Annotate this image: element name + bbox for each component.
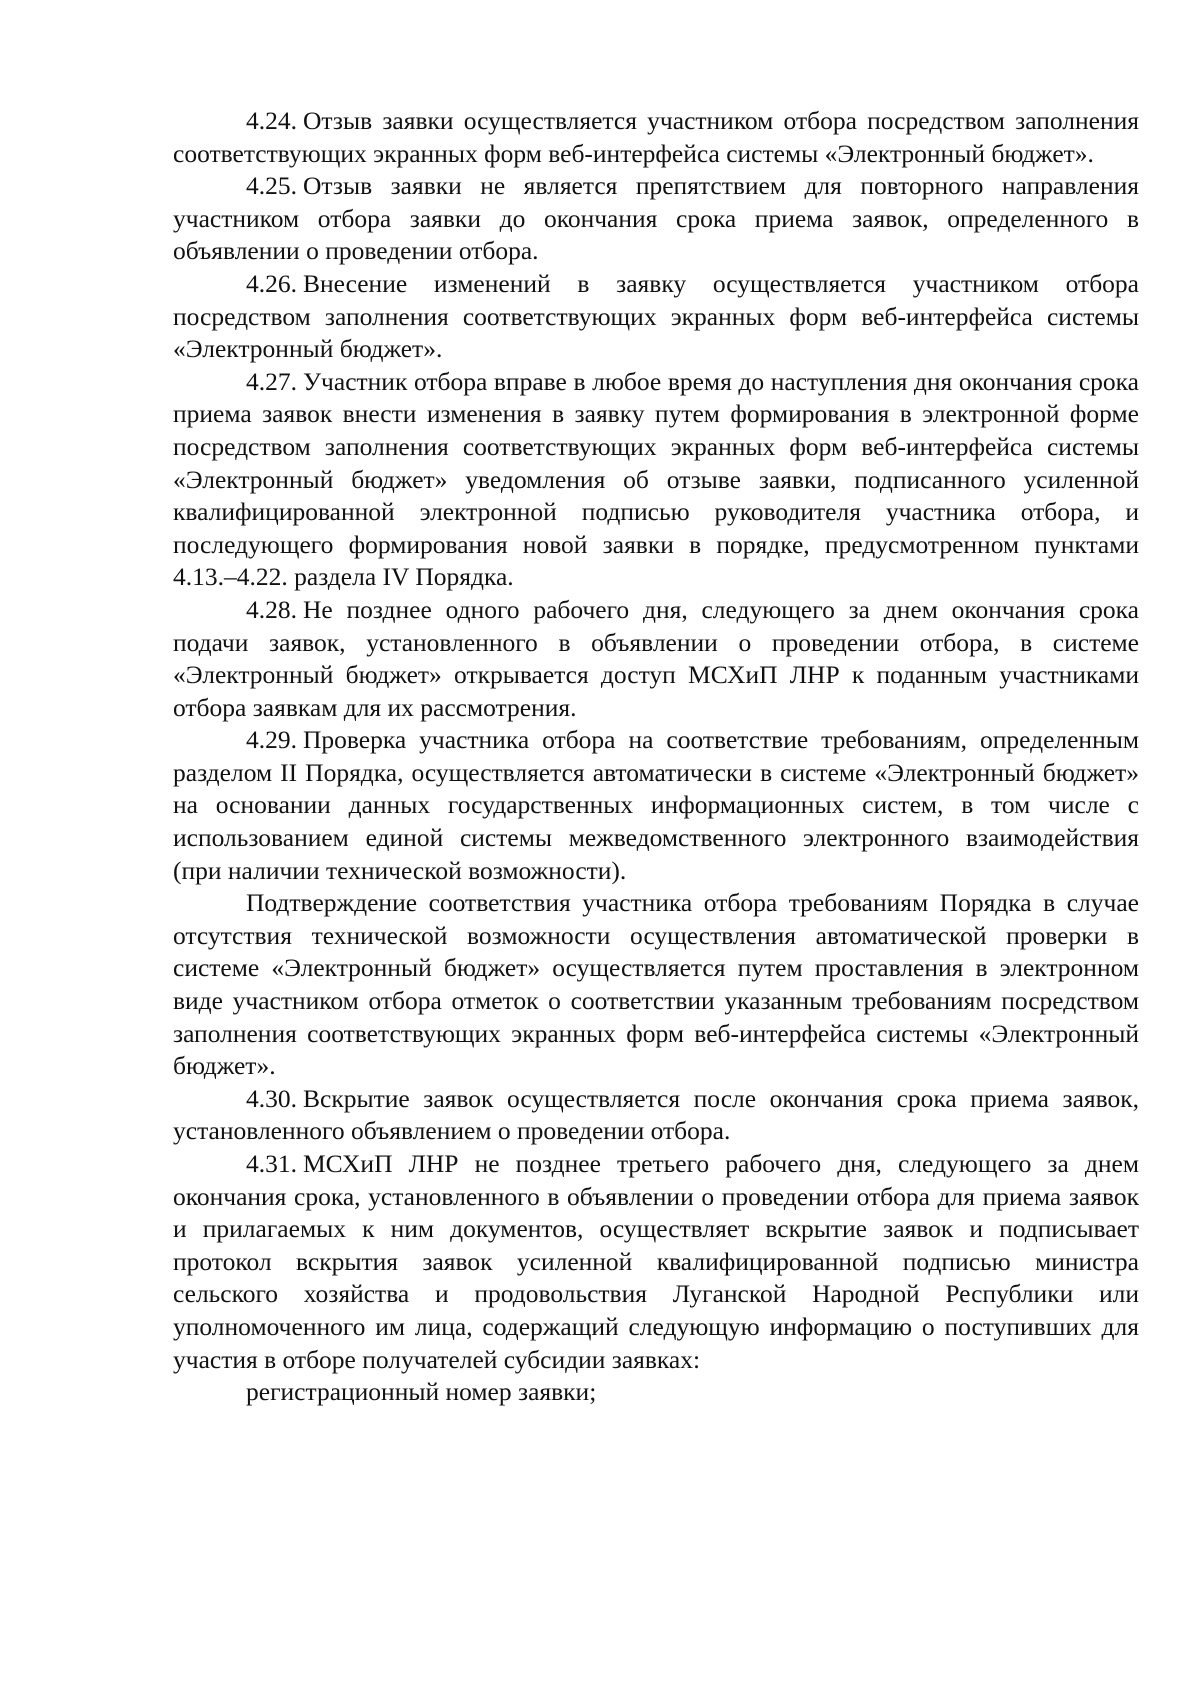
paragraph-4-25 [173, 170, 1139, 268]
paragraph-text: Не позднее одного рабочего дня, следующего за днем окончания срока подачи заявок, установленного в объявлении о проведении отбора, в системе «Электронный бюджет» открывается доступ МСХиП ЛНР к поданным участниками отбора заявкам для их рассмотрения. [173, 594, 1139, 722]
paragraph-text: Подтверждение соответствия участника отбора требованиям Порядка в случае отсутствия технической возможности осуществления автоматической проверки в системе «Электронный бюджет» осуществляется путем проставления в электронном виде участником отбора отметок о соответствии указанным требованиям посредством заполнения соответствующих экранных форм веб-интерфейса системы «Электронный бюджет». [173, 888, 1139, 1081]
paragraph-text: Внесение изменений в заявку осуществляется участником отбора посредством заполнения соответствующих экранных форм веб-интерфейса системы «Электронный бюджет». [173, 268, 1139, 364]
paragraph-4-30 [173, 1083, 1139, 1148]
paragraph-4-29-continued [173, 887, 1139, 1083]
paragraph-number: 4.28. [246, 594, 297, 624]
paragraph-number: 4.29. [246, 725, 297, 755]
paragraph-text: регистрационный номер заявки; [246, 1377, 597, 1407]
paragraph-number: 4.25. [246, 171, 297, 201]
paragraph-number: 4.27. [246, 366, 297, 396]
paragraph-text: Участник отбора вправе в любое время до наступления дня окончания срока приема заявок внести изменения в заявку путем формирования в электронной форме посредством заполнения соответствующих экранных форм веб-интерфейса системы «Электронный бюджет» уведомления об отзыве заявки, подписанного усиленной квалифицированной электронной подписью руководителя участника отбора, и последующего формирования новой заявки в порядке, предусмотренном пунктами 4.13.–4.22. раздела IV Порядка. [173, 366, 1139, 592]
paragraph-number: 4.30. [246, 1083, 297, 1113]
paragraph-text: Проверка участника отбора на соответствие требованиям, определенным разделом II Порядка, осуществляется автоматически в системе «Электронный бюджет» на основании данных государственных информационных систем, в том числе с использованием единой системы межведомственного электронного взаимодействия (при наличии технической возможности). [173, 725, 1139, 885]
paragraph-text: Отзыв заявки не является препятствием для повторного направления участником отбора заявки до окончания срока приема заявок, определенного в объявлении о проведении отбора. [173, 171, 1139, 266]
paragraph-text: Вскрытие заявок осуществляется после окончания срока приема заявок, установленного объявлением о проведении отбора. [173, 1083, 1139, 1146]
paragraph-number: 4.26. [246, 268, 297, 298]
paragraph-4-29 [173, 724, 1139, 887]
paragraph-text: МСХиП ЛНР не позднее третьего рабочего дня, следующего за днем окончания срока, установленного в объявлении о проведении отбора для приема заявок и прилагаемых к ним документов, осуществляет вскрытие заявок и подписывает протокол вскрытия заявок усиленной квалифицированной подписью министра сельского хозяйства и продовольствия Луганской Народной Республики или уполномоченного им лица, содержащий следующую информацию о поступивших для участия в отборе получателей субсидии заявках: [173, 1149, 1139, 1374]
paragraph-4-31 [173, 1148, 1139, 1376]
paragraph-4-26 [173, 268, 1139, 366]
paragraph-number: 4.24. [246, 106, 297, 135]
list-item-registration-number [173, 1376, 1139, 1409]
paragraph-4-28 [173, 594, 1139, 724]
paragraph-text: Отзыв заявки осуществляется участником отбора посредством заполнения соответствующих экранных форм веб-интерфейса системы «Электронный бюджет». [173, 106, 1139, 168]
paragraph-4-27 [173, 366, 1139, 594]
paragraph-4-24 [173, 105, 1139, 170]
paragraph-number: 4.31. [246, 1149, 297, 1178]
document-page [173, 105, 1139, 1409]
